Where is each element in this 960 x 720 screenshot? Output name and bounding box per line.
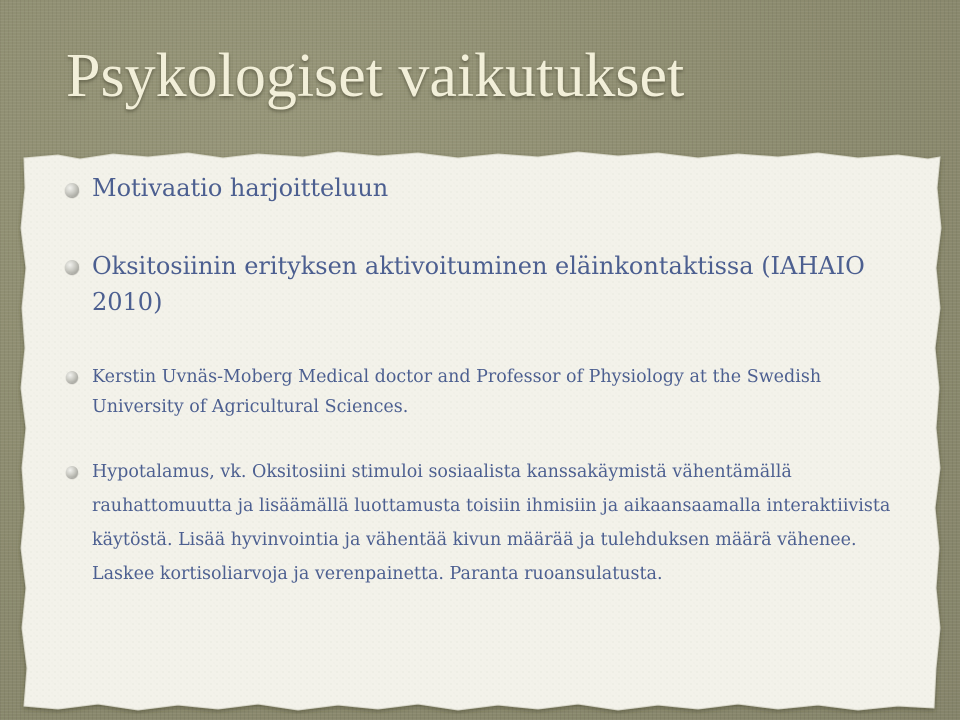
bullet-text: Oksitosiinin erityksen aktivoituminen eläinkontaktissa (IAHAIO 2010) [92, 252, 865, 316]
bullet-item [68, 455, 898, 591]
bullet-text: Motivaatio harjoitteluun [92, 174, 389, 202]
bullet-text: Kerstin Uvnäs-Moberg Medical doctor and Professor of Physiology at the Swedish University of Agricultural Sciences. [92, 367, 822, 417]
bullet-dot-icon [65, 183, 79, 197]
torn-paper-panel [18, 148, 950, 714]
bullet-item [68, 172, 898, 204]
bullet-item [68, 248, 898, 320]
bullet-dot-icon [66, 371, 78, 383]
bullet-item [68, 362, 898, 422]
slide-title: Psykologiset vaikutukset [66, 42, 685, 110]
bullet-dot-icon [66, 466, 78, 478]
bullet-dot-icon [65, 260, 79, 274]
bullet-text: Hypotalamus, vk. Oksitosiini stimuloi sosiaalista kanssakäymistä vähentämällä rauhattomuutta ja lisäämällä luottamusta toisiin ihmisiin ja aikaansaamalla interaktiivista käytöstä. Lisää hyvinvointia ja vähentää kivun määrää ja tulehduksen määrä vähenee. Laskee kortisoliarvoja ja verenpainetta. Paranta ruoansulatusta. [92, 462, 891, 584]
bullet-list [18, 148, 950, 714]
